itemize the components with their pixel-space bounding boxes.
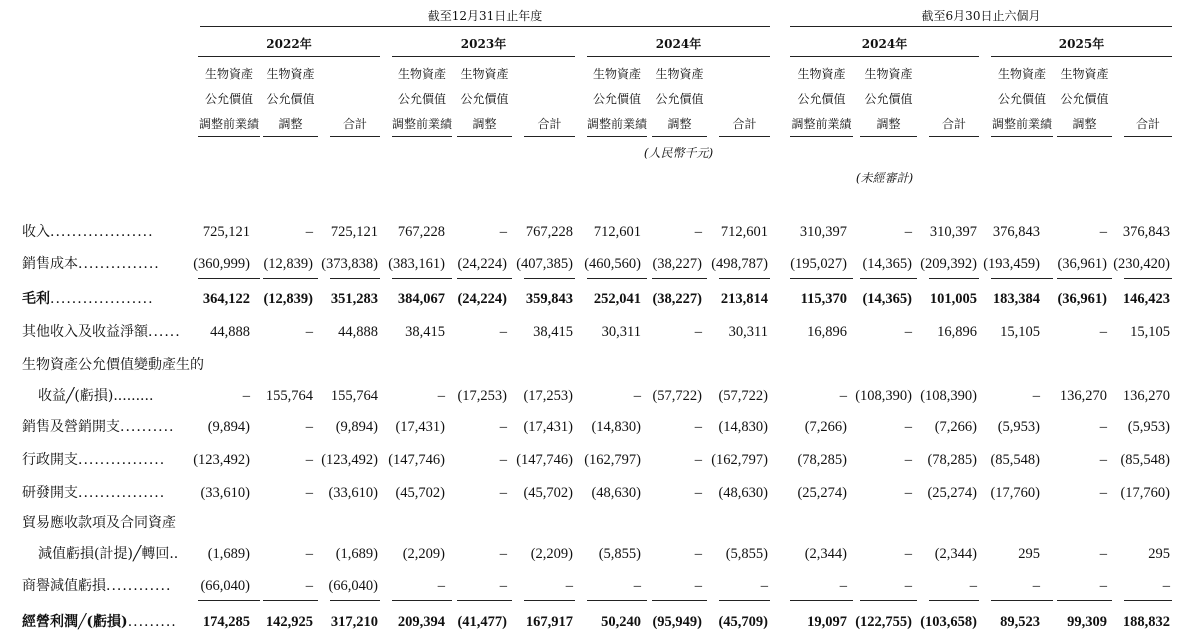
subtotal-rule [860,278,917,279]
table-cell: (209,392) [920,256,977,272]
row-label-text: 其他收入及收益淨額 [22,324,148,340]
table-cell: 767,228 [397,224,445,240]
row-label-dots: ............ [106,578,172,594]
table-cell: (24,224) [457,291,507,307]
table-cell: 50,240 [601,614,641,630]
table-cell: – [499,452,507,468]
column-header-underline [263,136,318,137]
subtotal-rule [392,600,452,601]
table-cell: 364,122 [202,291,250,307]
table-cell: 38,415 [405,324,445,340]
table-cell: – [499,324,507,340]
table-cell: 142,925 [265,614,313,630]
table-cell: (460,560) [584,256,641,272]
group-header-six-months: 截至6月30日止六個月 [921,9,1041,23]
table-cell: 712,601 [720,224,768,240]
table-cell: (57,722) [652,388,702,404]
year-underline [198,56,380,57]
table-cell: (7,266) [934,419,977,435]
table-cell: (383,161) [388,256,445,272]
subtotal-rule [719,600,770,601]
year-header: 2024年 [861,37,908,51]
subtotal-rule [457,278,512,279]
table-cell: (103,658) [920,614,977,630]
table-cell: – [305,419,313,435]
row-label-text: 銷售及營銷開支 [22,419,120,435]
table-cell: 30,311 [728,324,768,340]
row-label: 收益╱(虧損)......... [38,388,154,404]
table-cell: 19,097 [807,614,847,630]
year-header: 2024年 [655,37,702,51]
table-cell: (498,787) [711,256,768,272]
column-header-text: 公允價值 [864,92,913,106]
column-header-text: 調整 [1072,117,1097,131]
table-cell: 136,270 [1059,388,1107,404]
table-cell: 295 [1148,546,1170,562]
table-cell: – [565,578,573,594]
table-cell: (95,949) [652,614,702,630]
year-underline [587,56,770,57]
table-cell: – [904,324,912,340]
year-underline [991,56,1172,57]
unaudited-note: (未經審計) [855,171,914,185]
subtotal-rule [587,278,647,279]
table-cell: 146,423 [1122,291,1170,307]
table-cell: (108,390) [920,388,977,404]
subtotal-rule [524,278,575,279]
row-label-text: 銷售成本 [22,256,78,272]
subtotal-rule [330,278,380,279]
table-cell: – [694,578,702,594]
table-cell: – [1162,578,1170,594]
table-cell: – [904,452,912,468]
subtotal-rule [1124,600,1172,601]
table-cell: – [1032,578,1040,594]
table-cell: (17,431) [523,419,573,435]
table-cell: (57,722) [718,388,768,404]
table-cell: – [839,578,847,594]
table-cell: 213,814 [720,291,768,307]
column-header-text: 生物資產 [592,67,641,81]
table-cell: (147,746) [388,452,445,468]
table-cell: (2,344) [804,546,847,562]
table-cell: 384,067 [397,291,445,307]
table-cell: 101,005 [929,291,977,307]
table-cell: (122,755) [855,614,912,630]
table-cell: (14,830) [718,419,768,435]
column-header-text: 調整前業績 [791,117,852,131]
subtotal-rule [652,600,707,601]
table-cell: 136,270 [1122,388,1170,404]
table-cell: – [305,324,313,340]
subtotal-rule [991,600,1053,601]
table-cell: – [1099,485,1107,501]
row-label-dots: ...... [148,324,181,340]
table-cell: (14,830) [591,419,641,435]
table-cell: – [1099,546,1107,562]
column-header-text: 生物資產 [655,67,704,81]
table-cell: (33,610) [328,485,378,501]
table-cell: 89,523 [1000,614,1040,630]
row-label-text: 商譽減值虧損 [22,578,106,594]
table-cell: 15,105 [1130,324,1170,340]
table-cell: 16,896 [937,324,977,340]
table-cell: – [1099,578,1107,594]
row-label-dots: ................... [50,224,154,240]
subtotal-rule [198,278,260,279]
table-cell: – [499,578,507,594]
column-header-text: 公允價值 [460,92,509,106]
table-cell: (373,838) [321,256,378,272]
column-header-text: 生物資產 [864,67,913,81]
column-header-underline [1057,136,1112,137]
row-label-line1: 生物資產公允價值變動產生的 [22,357,204,373]
column-header-text: 生物資產 [204,67,253,81]
row-label-text: 經營利潤╱(虧損) [22,614,128,630]
table-cell: (123,492) [321,452,378,468]
table-cell: (17,253) [523,388,573,404]
subtotal-rule [929,600,979,601]
table-cell: 188,832 [1122,614,1170,630]
table-cell: (147,746) [516,452,573,468]
table-cell: – [969,578,977,594]
table-cell: (25,274) [797,485,847,501]
column-header-text: 公允價值 [997,92,1046,106]
year-header: 2025年 [1058,37,1105,51]
table-cell: (45,702) [523,485,573,501]
table-cell: 155,764 [265,388,313,404]
table-cell: 30,311 [601,324,641,340]
subtotal-rule [790,278,853,279]
table-cell: – [694,485,702,501]
table-cell: (41,477) [457,614,507,630]
table-cell: (123,492) [193,452,250,468]
column-header-text: 合計 [941,117,966,131]
table-cell: (5,855) [725,546,768,562]
row-label-dots: ................ [78,452,166,468]
table-cell: (78,285) [927,452,977,468]
subtotal-rule [263,600,318,601]
subtotal-rule [991,278,1053,279]
row-label-dots: ............... [78,256,160,272]
table-cell: 44,888 [210,324,250,340]
subtotal-rule [392,278,452,279]
subtotal-rule [1124,278,1172,279]
row-label-dots: .......... [120,419,175,435]
column-header-text: 合計 [537,117,562,131]
table-cell: (7,266) [804,419,847,435]
group-header-line-left [200,26,770,27]
row-label [22,223,154,241]
table-cell: (195,027) [790,256,847,272]
table-cell: (162,797) [711,452,768,468]
table-cell: – [305,578,313,594]
table-cell: – [904,224,912,240]
table-cell: – [904,485,912,501]
column-header-text: 公允價值 [797,92,846,106]
column-header-text: 公允價值 [1060,92,1109,106]
table-cell: (108,390) [855,388,912,404]
table-cell: 99,309 [1067,614,1107,630]
table-cell: – [904,578,912,594]
table-cell: – [694,452,702,468]
table-cell: – [437,388,445,404]
column-header-text: 公允價值 [204,92,253,106]
column-header-text: 調整 [876,117,901,131]
column-header-text: 公允價值 [266,92,315,106]
table-cell: (2,344) [934,546,977,562]
column-header-underline [198,136,260,137]
year-underline [790,56,979,57]
table-cell: 376,843 [1122,224,1170,240]
table-cell: (66,040) [328,578,378,594]
table-cell: (17,760) [1120,485,1170,501]
table-cell: (2,209) [530,546,573,562]
group-header-year-end: 截至12月31日止年度 [427,9,543,23]
table-cell: – [760,578,768,594]
table-cell: 16,896 [807,324,847,340]
table-cell: (14,365) [862,256,912,272]
table-cell: 351,283 [330,291,378,307]
table-cell: (1,689) [335,546,378,562]
table-cell: (12,839) [263,256,313,272]
row-label-text: 毛利 [22,291,50,307]
column-header-text: 合計 [342,117,367,131]
subtotal-rule [652,278,707,279]
table-cell: (38,227) [652,291,702,307]
table-cell: 359,843 [525,291,573,307]
table-cell: – [1099,224,1107,240]
table-cell: – [694,419,702,435]
row-label-text: 研發開支 [22,485,78,501]
row-label [22,577,171,595]
table-cell: 44,888 [338,324,378,340]
table-cell: – [904,546,912,562]
subtotal-rule [929,278,979,279]
column-header-text: 調整 [472,117,497,131]
column-header-underline [652,136,707,137]
table-cell: (36,961) [1057,291,1107,307]
group-header-line-right [790,26,1172,27]
subtotal-rule [790,600,853,601]
table-cell: – [904,419,912,435]
table-cell: 115,370 [800,291,847,307]
table-cell: – [839,388,847,404]
table-cell: (162,797) [584,452,641,468]
table-cell: (78,285) [797,452,847,468]
table-cell: (38,227) [652,256,702,272]
subtotal-rule [1057,278,1112,279]
column-header-text: 生物資產 [1060,67,1109,81]
table-cell: (45,709) [718,614,768,630]
table-cell: (5,855) [598,546,641,562]
column-header-underline [392,136,452,137]
row-label [22,255,160,273]
table-cell: 317,210 [330,614,378,630]
table-cell: 167,917 [525,614,573,630]
table-cell: (17,431) [395,419,445,435]
column-header-text: 公允價值 [655,92,704,106]
column-header-text: 調整前業績 [991,117,1052,131]
column-header-text: 合計 [1135,117,1160,131]
row-label-line1: 貿易應收款項及合同資產 [22,515,176,531]
column-header-underline [587,136,647,137]
subtotal-rule [263,278,318,279]
column-header-underline [790,136,853,137]
row-label-dots: ......... [127,614,177,630]
table-cell: (17,253) [457,388,507,404]
table-cell: – [305,485,313,501]
column-header-underline [1124,136,1172,137]
subtotal-rule [860,600,917,601]
column-header-text: 生物資產 [460,67,509,81]
subtotal-rule [330,600,380,601]
column-header-text: 生物資產 [397,67,446,81]
column-header-underline [991,136,1053,137]
table-cell: – [305,452,313,468]
table-cell: 725,121 [202,224,250,240]
row-label-dots: ................ [78,485,166,501]
table-cell: 174,285 [202,614,250,630]
table-cell: (14,365) [862,291,912,307]
table-cell: 767,228 [525,224,573,240]
table-cell: – [437,578,445,594]
table-cell: 155,764 [330,388,378,404]
table-cell: 725,121 [330,224,378,240]
table-cell: (1,689) [207,546,250,562]
table-cell: – [694,224,702,240]
column-header-text: 調整前業績 [392,117,453,131]
table-cell: (230,420) [1113,256,1170,272]
column-header-text: 生物資產 [266,67,315,81]
row-label [22,290,154,308]
table-cell: (193,459) [983,256,1040,272]
table-cell: – [1032,388,1040,404]
table-cell: – [633,578,641,594]
table-cell: – [633,388,641,404]
subtotal-rule [719,278,770,279]
table-cell: (9,894) [207,419,250,435]
column-header-underline [524,136,575,137]
row-label [22,451,165,469]
table-cell: – [1099,324,1107,340]
column-header-underline [330,136,380,137]
row-label [22,323,181,341]
table-cell: – [1099,419,1107,435]
table-cell: (12,839) [263,291,313,307]
column-header-underline [457,136,512,137]
table-cell: (85,548) [1120,452,1170,468]
year-header: 2023年 [460,37,507,51]
column-header-text: 調整前業績 [198,117,259,131]
row-label-dots: ................... [50,291,154,307]
year-header: 2022年 [266,37,312,51]
table-cell: 38,415 [533,324,573,340]
column-header-text: 調整 [278,117,303,131]
subtotal-rule [1057,600,1112,601]
table-cell: (45,702) [395,485,445,501]
subtotal-rule [198,600,260,601]
subtotal-rule [587,600,647,601]
table-cell: (360,999) [193,256,250,272]
table-cell: (2,209) [402,546,445,562]
column-header-text: 生物資產 [797,67,846,81]
table-cell: (66,040) [200,578,250,594]
table-cell: (25,274) [927,485,977,501]
table-cell: (5,953) [997,419,1040,435]
table-cell: – [242,388,250,404]
table-cell: 209,394 [397,614,445,630]
table-cell: 310,397 [929,224,977,240]
column-header-text: 生物資產 [997,67,1046,81]
table-cell: (85,548) [990,452,1040,468]
table-cell: (9,894) [335,419,378,435]
table-cell: – [305,546,313,562]
row-label-text: 行政開支 [22,452,78,468]
table-cell: – [499,485,507,501]
table-cell: (407,385) [516,256,573,272]
year-underline [392,56,575,57]
table-cell: 252,041 [593,291,641,307]
column-header-underline [860,136,917,137]
column-header-text: 調整 [667,117,692,131]
table-cell: (48,630) [718,485,768,501]
table-cell: – [499,546,507,562]
subtotal-rule [457,600,512,601]
table-cell: – [305,224,313,240]
table-cell: – [1099,452,1107,468]
table-cell: 183,384 [992,291,1040,307]
column-header-text: 公允價值 [397,92,446,106]
row-label [22,613,177,631]
row-label [22,484,165,502]
column-header-underline [719,136,770,137]
table-cell: 15,105 [1000,324,1040,340]
table-cell: (5,953) [1127,419,1170,435]
column-header-text: 合計 [732,117,757,131]
table-cell: – [499,224,507,240]
subtotal-rule [524,600,575,601]
table-cell: (36,961) [1057,256,1107,272]
column-header-text: 調整前業績 [587,117,648,131]
table-cell: (33,610) [200,485,250,501]
column-header-underline [929,136,979,137]
table-cell: – [694,324,702,340]
row-label [22,418,175,436]
table-cell: (24,224) [457,256,507,272]
table-cell: (17,760) [990,485,1040,501]
unit-note: (人民幣千元) [643,146,714,160]
row-label-text: 收入 [22,224,50,240]
table-cell: 310,397 [799,224,847,240]
row-label: 減值虧損(計提)╱轉回.. [38,546,179,562]
table-cell: 376,843 [992,224,1040,240]
table-cell: (48,630) [591,485,641,501]
table-cell: – [499,419,507,435]
column-header-text: 公允價值 [592,92,641,106]
table-cell: 712,601 [593,224,641,240]
table-cell: 295 [1018,546,1040,562]
table-cell: – [694,546,702,562]
